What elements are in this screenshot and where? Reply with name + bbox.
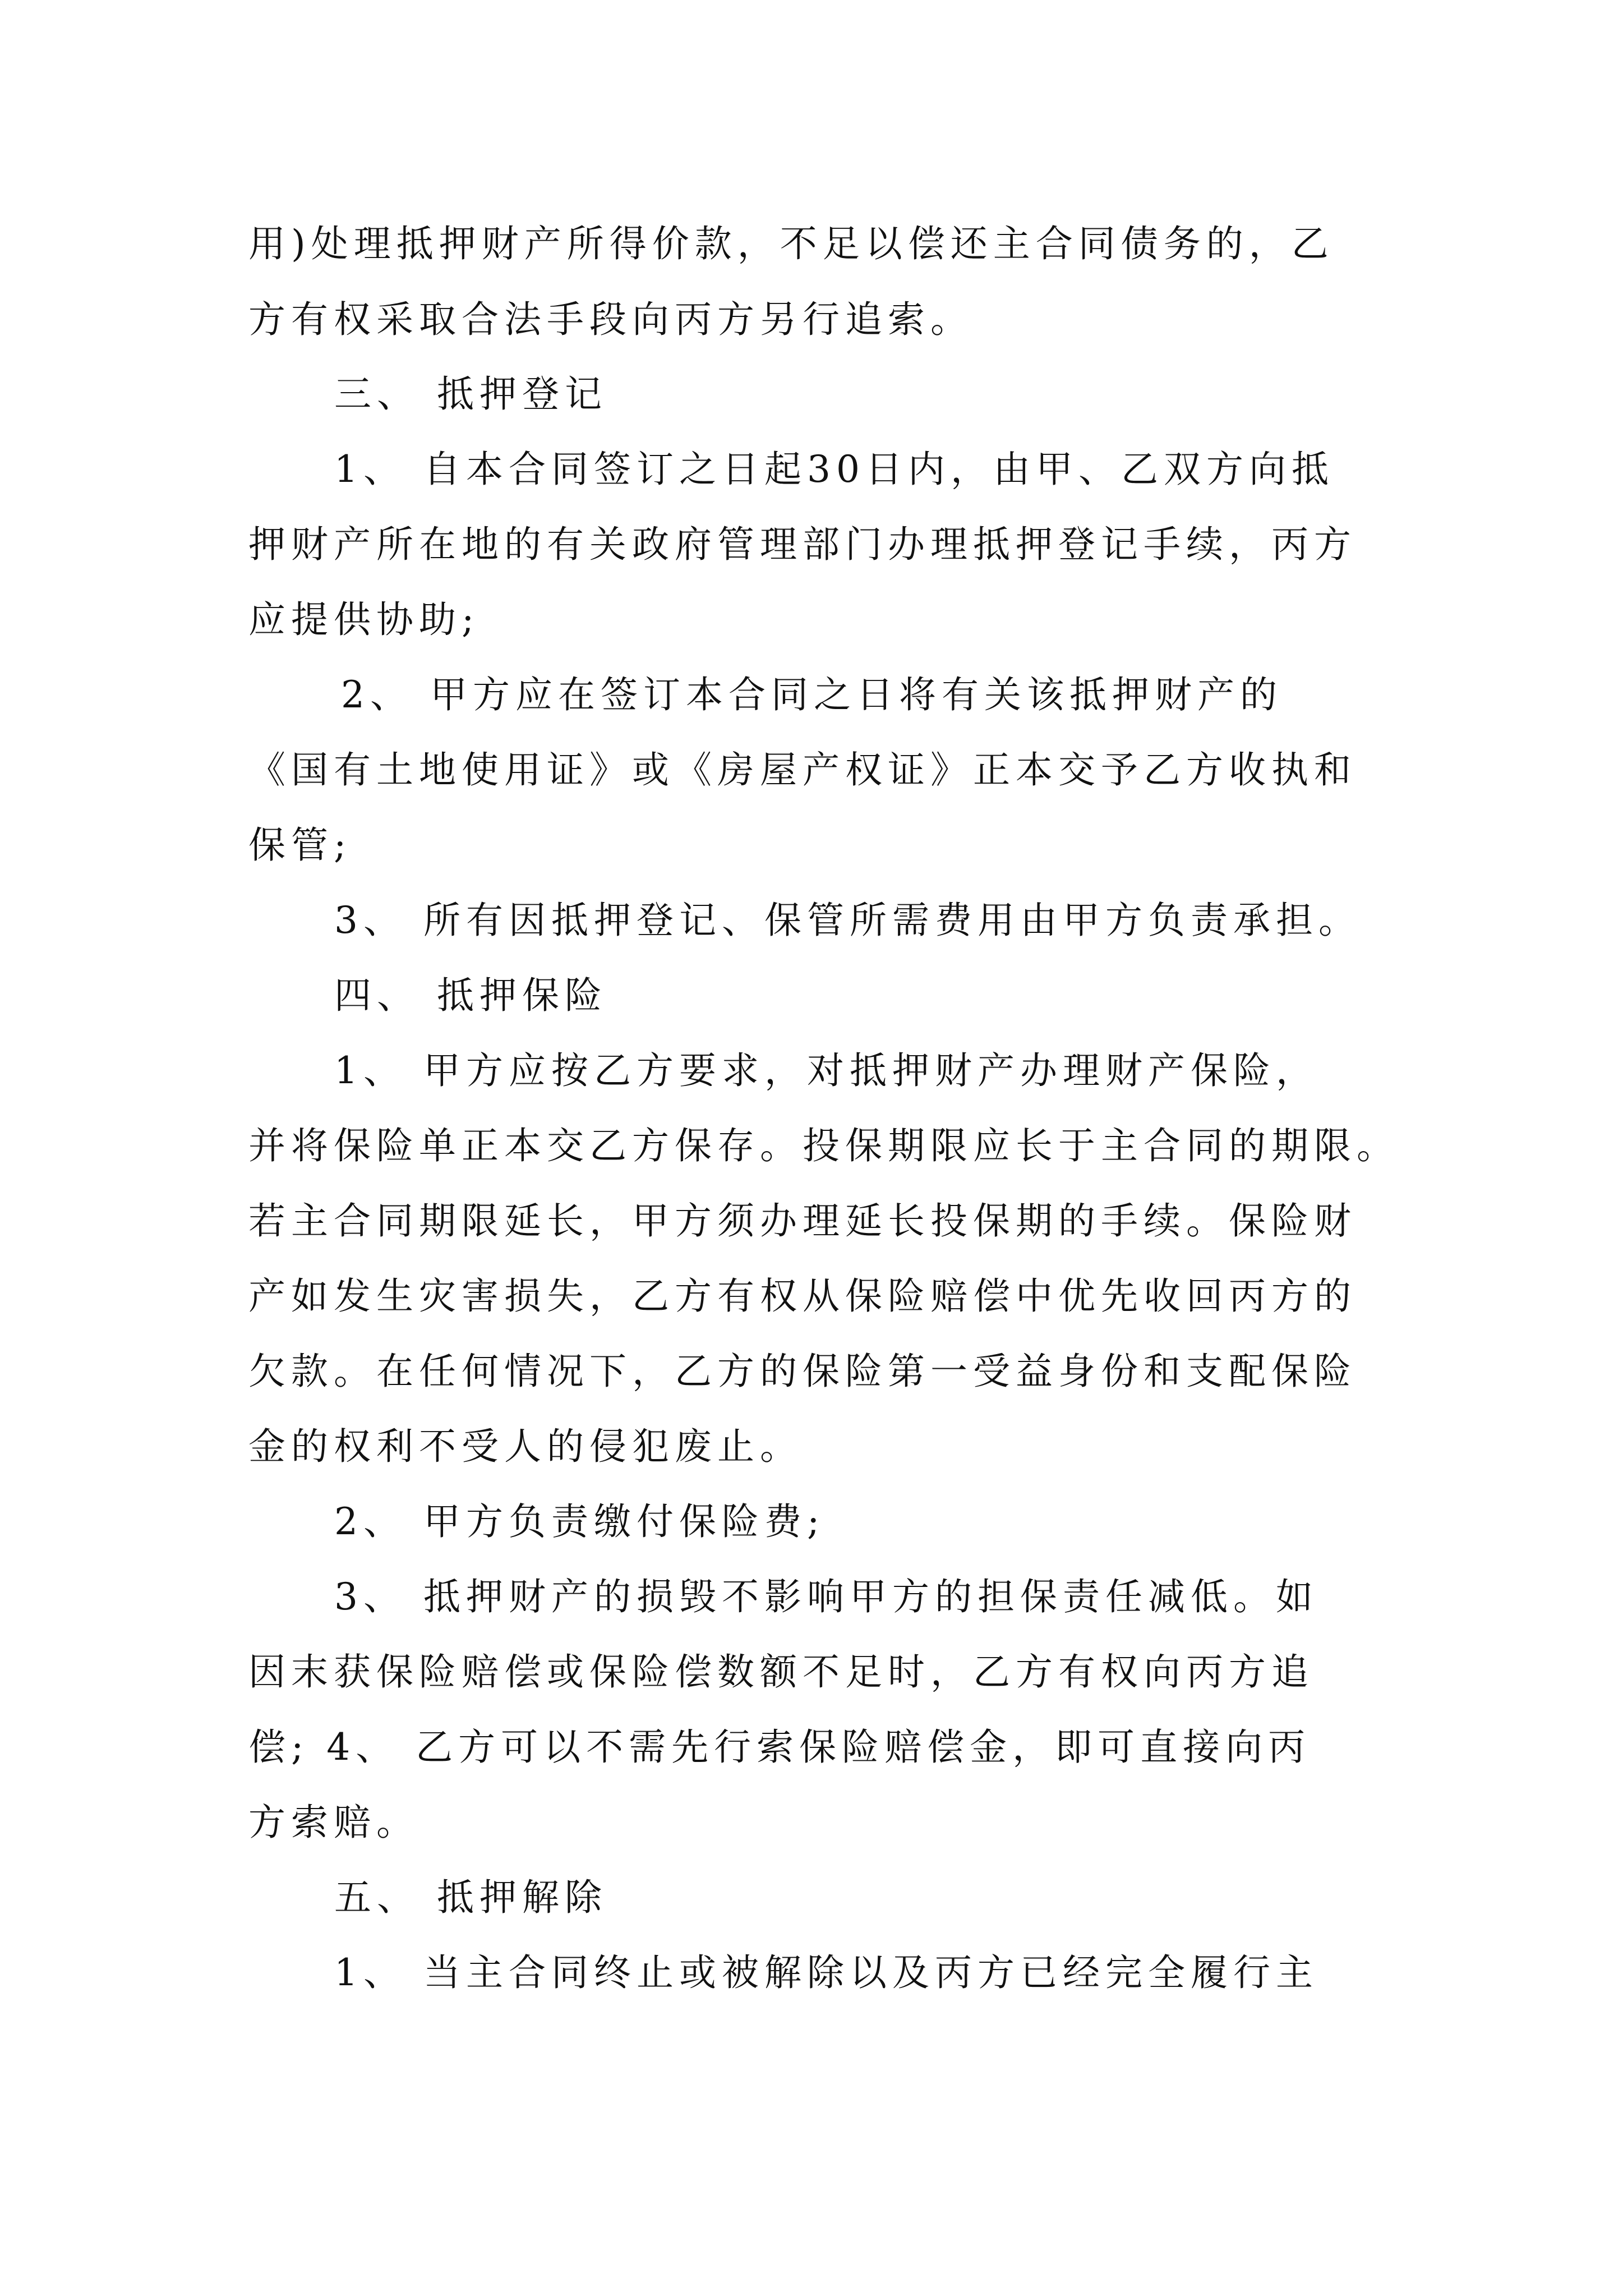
text-line: 欠款。在任何情况下，乙方的保险第一受益身份和支配保险: [248, 1350, 1357, 1393]
text-line: 《国有土地使用证》或《房屋产权证》正本交予乙方收执和: [248, 748, 1357, 792]
text-line: 应提供协助;: [248, 598, 480, 641]
text-line: 3、 所有因抵押登记、保管所需费用由甲方负责承担。: [334, 899, 1361, 942]
text-line: 方索赔。: [248, 1801, 419, 1844]
text-line: 方有权采取合法手段向丙方另行追索。: [248, 298, 973, 341]
text-line: 1、 自本合同签订之日起30日内，由甲、乙双方向抵: [334, 448, 1334, 491]
text-line: 并将保险单正本交乙方保存。投保期限应长于主合同的期限。: [248, 1124, 1399, 1167]
text-line: 2、 甲方应在签订本合同之日将有关该抵押财产的: [341, 673, 1283, 716]
section-heading: 三、 抵押登记: [334, 372, 607, 416]
section-heading: 五、 抵押解除: [334, 1876, 607, 1919]
text-line: 3、 抵押财产的损毁不影响甲方的担保责任减低。如: [334, 1575, 1318, 1618]
text-line: 1、 甲方应按乙方要求，对抵押财产办理财产保险，: [334, 1049, 1318, 1092]
text-line: 保管;: [248, 823, 352, 867]
text-line: 1、 当主合同终止或被解除以及丙方已经完全履行主: [334, 1951, 1318, 1994]
text-line: 金的权利不受人的侵犯废止。: [248, 1425, 803, 1468]
section-heading: 四、 抵押保险: [334, 974, 607, 1017]
text-line: 偿; 4、 乙方可以不需先行索保险赔偿金，即可直接向丙: [248, 1726, 1311, 1769]
text-line: 产如发生灾害损失，乙方有权从保险赔偿中优先收回丙方的: [248, 1274, 1357, 1318]
text-line: 因末获保险赔偿或保险偿数额不足时，乙方有权向丙方追: [248, 1650, 1314, 1694]
text-line: 2、 甲方负责缴付保险费;: [334, 1500, 826, 1543]
text-line: 押财产所在地的有关政府管理部门办理抵押登记手续，丙方: [248, 523, 1357, 566]
text-line: 用)处理抵押财产所得价款，不足以偿还主合同债务的，乙: [248, 222, 1334, 265]
text-line: 若主合同期限延长，甲方须办理延长投保期的手续。保险财: [248, 1199, 1357, 1243]
